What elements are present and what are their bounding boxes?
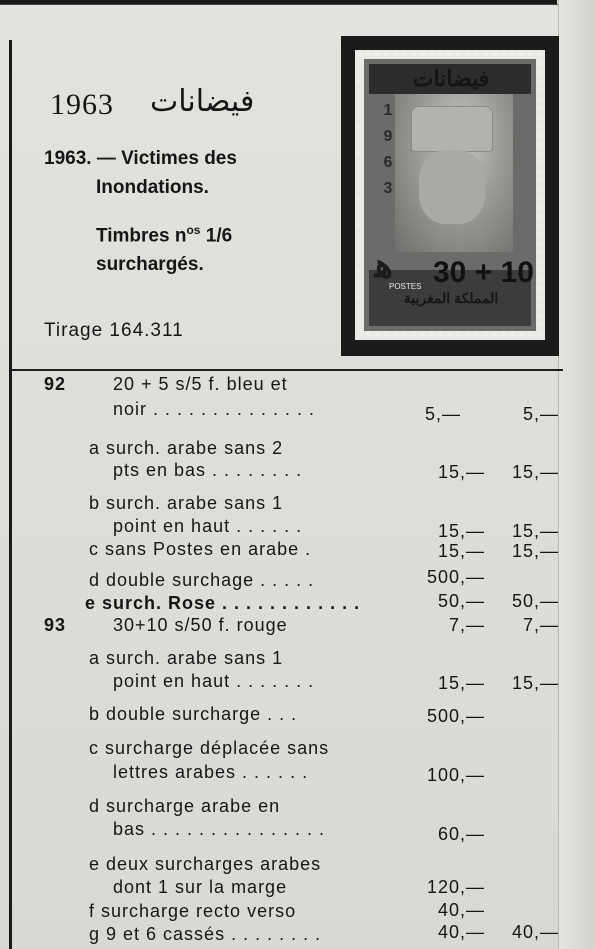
entry-92-line1: 20 + 5 s/5 f. bleu et: [113, 374, 288, 394]
adjacent-page-edge: [558, 0, 595, 949]
variety-92e: e surch. Rose . . . . . . . . . . . .: [85, 593, 361, 613]
variety-93f: f surcharge recto verso: [89, 901, 297, 921]
stamp-country-arabic: المملكة المغربية: [403, 290, 499, 306]
stamp-image: [341, 36, 559, 356]
variety-92d: d double surchage . . . . .: [89, 570, 315, 590]
left-border-rule: [9, 40, 12, 949]
overprint-note-suffix: 1/6: [200, 225, 233, 247]
stamp-year-digit: 9: [383, 128, 393, 145]
price-unused: 60,—: [437, 824, 485, 844]
arabic-title: فيضانات: [150, 84, 255, 119]
variety-93c-line1: c surcharge déplacée sans: [89, 738, 330, 758]
price-unused: 5,—: [424, 404, 461, 424]
stamp-arabic-overprint: فيضانات: [412, 66, 490, 91]
stamp-surcharge-value: 30 + 10: [433, 256, 534, 289]
variety-93a-line1: a surch. arabe sans 1: [89, 648, 284, 668]
price-unused: 15,—: [437, 673, 485, 693]
overprint-note-sup: os: [186, 223, 201, 237]
year-heading: 1963: [50, 88, 114, 121]
variety-93e-line2: dont 1 sur la marge: [113, 877, 288, 897]
price-unused: 500,—: [426, 706, 485, 726]
price-used: 50,—: [511, 591, 559, 611]
variety-92b-line1: b surch. arabe sans 1: [89, 493, 284, 513]
price-unused: 40,—: [437, 900, 485, 920]
issue-title-line1: 1963. — Victimes des: [44, 148, 237, 169]
stamp-perforated-paper: [355, 50, 545, 340]
variety-93a-line2: point en haut . . . . . . .: [113, 671, 315, 691]
stamp-year-vertical: [379, 98, 397, 202]
price-used: 5,—: [522, 404, 559, 424]
stamp-postes-label: POSTES: [389, 282, 422, 291]
issue-title-line2: Inondations.: [96, 177, 209, 198]
price-unused: 15,—: [437, 462, 485, 482]
entry-number: 93: [44, 615, 67, 635]
variety-93g: g 9 et 6 cassés . . . . . . . .: [89, 924, 322, 944]
price-used: 7,—: [522, 615, 559, 635]
price-unused: 120,—: [426, 877, 485, 897]
variety-92c: c sans Postes en arabe .: [89, 539, 312, 559]
variety-92a-line2: pts en bas . . . . . . . .: [113, 460, 303, 480]
price-used: 40,—: [511, 922, 559, 942]
variety-92b-line2: point en haut . . . . . .: [113, 516, 303, 536]
price-unused: 7,—: [448, 615, 485, 635]
variety-93b: b double surcharge . . .: [89, 704, 298, 724]
stamp-year-digit: 3: [383, 180, 393, 197]
price-unused: 100,—: [426, 765, 485, 785]
price-unused: 15,—: [437, 541, 485, 561]
issue-title: [44, 144, 314, 202]
overprint-note: [96, 216, 316, 279]
price-used: 15,—: [511, 673, 559, 693]
entry-93-line1: 30+10 s/50 f. rouge: [113, 615, 288, 635]
portrait-cap: [411, 106, 493, 152]
variety-93c-line2: lettres arabes . . . . . .: [113, 762, 309, 782]
overprint-note-prefix: Timbres n: [96, 225, 187, 247]
entry-92-line2: noir . . . . . . . . . . . . . .: [113, 399, 316, 419]
portrait-face: [419, 150, 485, 224]
section-divider: [11, 369, 563, 371]
print-run: Tirage 164.311: [44, 320, 184, 341]
price-used: 15,—: [511, 541, 559, 561]
top-rule-thin: [0, 4, 595, 5]
price-unused: 500,—: [426, 567, 485, 587]
stamp-year-digit: 1: [383, 102, 393, 119]
variety-93d-line2: bas . . . . . . . . . . . . . . .: [113, 819, 326, 839]
overprint-note-line2: surchargés.: [96, 254, 204, 276]
variety-92a-line1: a surch. arabe sans 2: [89, 438, 284, 458]
variety-93e-line1: e deux surcharges arabes: [89, 854, 322, 874]
price-unused: 15,—: [437, 521, 485, 541]
stamp-surcharge-glyph: ﻫ: [375, 247, 393, 285]
entry-number: 92: [44, 374, 67, 394]
price-unused: 40,—: [437, 922, 485, 942]
price-used: 15,—: [511, 462, 559, 482]
price-unused: 50,—: [437, 591, 485, 611]
price-used: 15,—: [511, 521, 559, 541]
variety-93d-line1: d surcharge arabe en: [89, 796, 281, 816]
stamp-year-digit: 6: [383, 154, 393, 171]
